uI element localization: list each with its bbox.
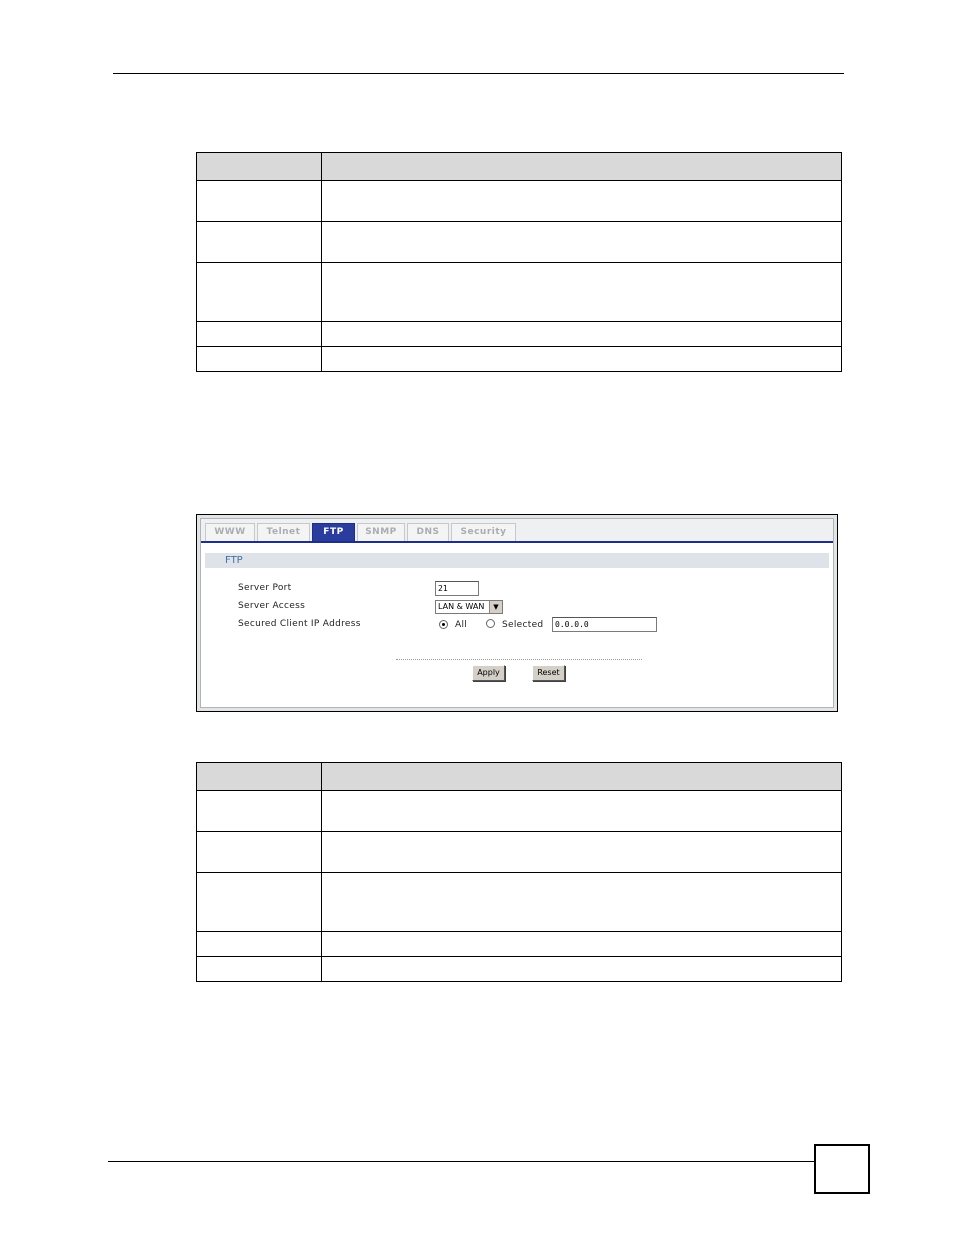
table-header-row	[197, 153, 842, 181]
section-header	[205, 553, 829, 568]
chevron-down-icon[interactable]: ▼	[489, 601, 502, 613]
footer-rule	[108, 1161, 814, 1162]
radio-all[interactable]	[439, 620, 448, 629]
radio-selected-label: Selected	[502, 620, 544, 630]
table-row	[197, 791, 842, 832]
radio-selected[interactable]	[486, 619, 495, 628]
table-header-row	[197, 763, 842, 791]
table-row	[197, 222, 842, 263]
table-row	[197, 181, 842, 222]
server-access-select[interactable]	[435, 600, 503, 614]
ftp-screenshot	[196, 514, 838, 712]
section-title: FTP	[225, 555, 243, 566]
server-access-label: Server Access	[238, 601, 306, 611]
ip-address-input[interactable]: 0.0.0.0	[552, 617, 657, 632]
table-row	[197, 873, 842, 932]
tab-security[interactable]: Security	[451, 523, 516, 541]
table-row	[197, 932, 842, 957]
radio-all-label: All	[455, 620, 468, 630]
tab-www[interactable]: WWW	[205, 523, 255, 541]
tab-dns[interactable]: DNS	[407, 523, 449, 541]
tab-bar	[201, 519, 833, 543]
description-table-1	[196, 152, 842, 372]
separator	[396, 659, 642, 660]
table-row	[197, 347, 842, 372]
reset-button[interactable]: Reset	[532, 665, 565, 681]
server-port-input[interactable]: 21	[435, 581, 479, 596]
table-row	[197, 832, 842, 873]
page-number-box	[814, 1144, 870, 1194]
description-table-2	[196, 762, 842, 982]
tab-telnet[interactable]: Telnet	[257, 523, 310, 541]
table-row	[197, 322, 842, 347]
table-row	[197, 263, 842, 322]
server-access-value: LAN & WAN	[438, 602, 485, 611]
table-row	[197, 957, 842, 982]
ftp-panel	[200, 518, 834, 708]
tab-ftp[interactable]: FTP	[312, 523, 355, 541]
secured-client-label: Secured Client IP Address	[238, 619, 361, 629]
server-port-label: Server Port	[238, 583, 292, 593]
header-rule	[113, 73, 844, 74]
tab-snmp[interactable]: SNMP	[357, 523, 405, 541]
apply-button[interactable]: Apply	[472, 665, 505, 681]
